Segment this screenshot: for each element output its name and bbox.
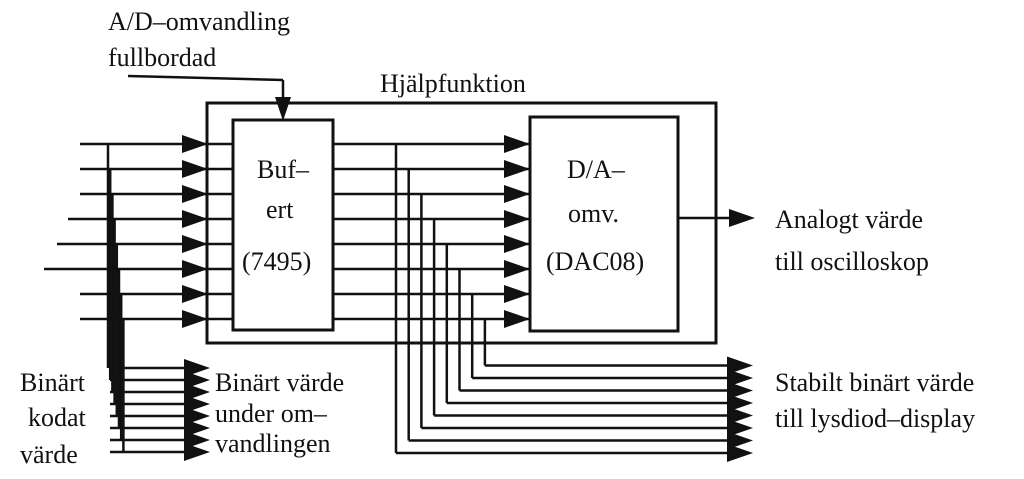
analog-output-label-line1: Analogt värde	[775, 205, 924, 234]
buffer-to-dac-arrow	[504, 185, 530, 203]
buffer-label-line2: ert	[266, 195, 294, 224]
input-label-line2: kodat	[28, 403, 86, 432]
input-label-line1: Binärt	[20, 368, 85, 397]
input-bus-arrow	[182, 285, 208, 303]
dac-label-line3: (DAC08)	[546, 247, 645, 276]
input-bus-arrow	[182, 260, 208, 278]
dac-label-line1: D/A–	[567, 155, 625, 184]
input-bus-arrow	[182, 135, 208, 153]
buffer-label-line3: (7495)	[242, 247, 312, 276]
buffer-to-dac-arrow	[504, 310, 530, 328]
stable-output-label-line1: Stabilt binärt värde	[775, 368, 975, 397]
during-conversion-label-line2: under om–	[215, 399, 327, 428]
helper-function-label: Hjälpfunktion	[380, 69, 526, 98]
buffer-to-dac-arrow	[504, 260, 530, 278]
conversion-output-arrow	[184, 443, 210, 461]
input-bus-arrow	[182, 160, 208, 178]
dac-label-line2: omv.	[568, 199, 620, 228]
ad-done-signal-line	[128, 76, 283, 80]
during-conversion-label-line3: vandlingen	[215, 429, 331, 458]
buffer-to-dac-arrow	[504, 285, 530, 303]
buffer-to-dac-arrow	[504, 160, 530, 178]
buffer-label-line1: Buf–	[257, 155, 309, 184]
buffer-to-dac-arrow	[504, 235, 530, 253]
input-bus-arrow	[182, 310, 208, 328]
stable-output-arrow	[727, 357, 753, 375]
input-label-line3: värde	[20, 440, 78, 469]
during-conversion-label-line1: Binärt värde	[215, 368, 345, 397]
input-bus-arrow	[182, 235, 208, 253]
ad-done-label-line1: A/D–omvandling	[108, 7, 290, 36]
buffer-to-dac-arrow	[504, 210, 530, 228]
buffer-block	[233, 120, 333, 330]
buffer-to-dac-arrow	[504, 135, 530, 153]
analog-output-arrow	[729, 209, 755, 227]
ad-done-arrow	[275, 97, 291, 121]
input-bus-arrow	[182, 185, 208, 203]
input-bus-arrow	[182, 210, 208, 228]
ad-done-label-line2: fullbordad	[108, 43, 217, 72]
stable-output-label-line2: till lysdiod–display	[775, 404, 976, 433]
analog-output-label-line2: till oscilloskop	[775, 247, 929, 276]
